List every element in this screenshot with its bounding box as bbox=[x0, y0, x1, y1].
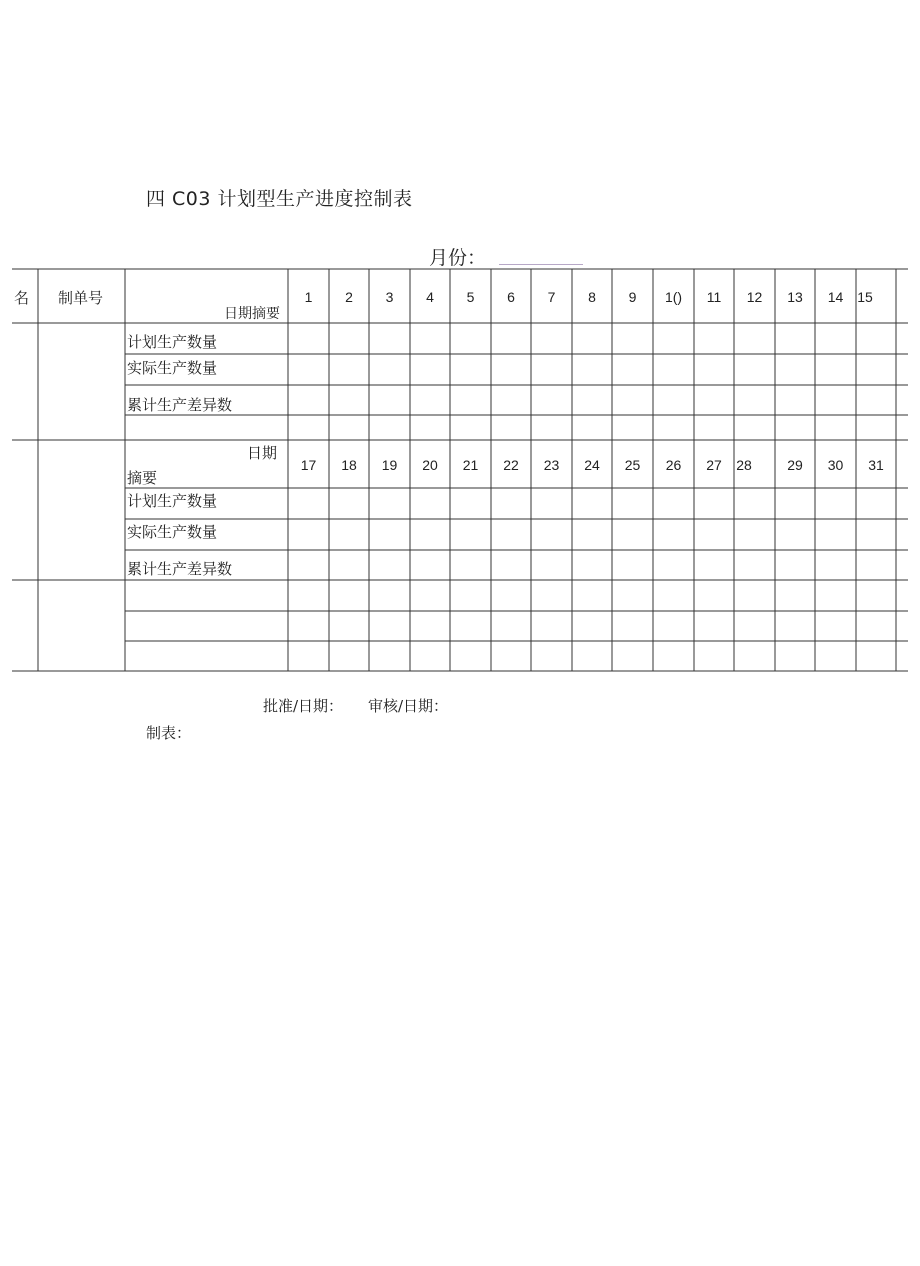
header-date-2: 日期 bbox=[247, 444, 278, 462]
row-label-actual-2: 实际生产数量 bbox=[127, 523, 218, 541]
day-first-13: 13 bbox=[787, 289, 803, 305]
day-second-15: 31 bbox=[868, 457, 884, 473]
day-second-14: 30 bbox=[827, 457, 844, 473]
prepared-by-label: 制表： bbox=[146, 724, 192, 742]
day-second-12: 28 bbox=[736, 457, 752, 473]
month-label: 月份： bbox=[429, 247, 487, 269]
day-first-8: 8 bbox=[588, 289, 596, 305]
day-second-4: 20 bbox=[422, 457, 438, 473]
row-label-cumulative-2: 累计生产差异数 bbox=[127, 560, 233, 578]
row-label-planned-1: 计划生产数量 bbox=[127, 333, 218, 351]
header-order-number: 制单号 bbox=[58, 289, 104, 307]
day-first-14: 14 bbox=[827, 289, 844, 305]
header-name: 名 bbox=[14, 289, 30, 307]
page-title: 四 C03 计划型生产进度控制表 bbox=[146, 188, 413, 210]
day-first-12: 12 bbox=[746, 289, 763, 305]
day-first-7: 7 bbox=[547, 289, 556, 305]
day-first-15: 15 bbox=[857, 289, 873, 305]
row-label-cumulative-1: 累计生产差异数 bbox=[127, 396, 233, 414]
header-date-summary: 日期摘要 bbox=[224, 306, 280, 322]
day-first-2: 2 bbox=[345, 289, 353, 305]
day-first-6: 6 bbox=[507, 289, 515, 305]
day-second-3: 19 bbox=[381, 457, 398, 473]
day-first-1: 1 bbox=[304, 289, 313, 305]
header-summary-2: 摘要 bbox=[127, 469, 158, 487]
day-first-4: 4 bbox=[426, 289, 434, 305]
day-first-9: 9 bbox=[628, 289, 637, 305]
approve-date-label: 批准/日期： bbox=[263, 697, 344, 715]
row-label-planned-2: 计划生产数量 bbox=[127, 492, 218, 510]
day-second-1: 17 bbox=[300, 457, 317, 473]
day-second-10: 26 bbox=[665, 457, 682, 473]
review-date-label: 审核/日期： bbox=[368, 697, 449, 715]
day-second-2: 18 bbox=[341, 457, 357, 473]
day-second-13: 29 bbox=[787, 457, 803, 473]
day-second-8: 24 bbox=[584, 457, 600, 473]
day-second-6: 22 bbox=[503, 457, 519, 473]
day-second-7: 23 bbox=[543, 457, 560, 473]
day-second-5: 21 bbox=[462, 457, 479, 473]
day-second-9: 25 bbox=[624, 457, 641, 473]
day-first-11: 11 bbox=[706, 289, 722, 305]
day-first-5: 5 bbox=[466, 289, 475, 305]
row-label-actual-1: 实际生产数量 bbox=[127, 359, 218, 377]
day-second-11: 27 bbox=[706, 457, 722, 473]
day-first-10: 1() bbox=[664, 289, 683, 305]
day-first-3: 3 bbox=[385, 289, 394, 305]
